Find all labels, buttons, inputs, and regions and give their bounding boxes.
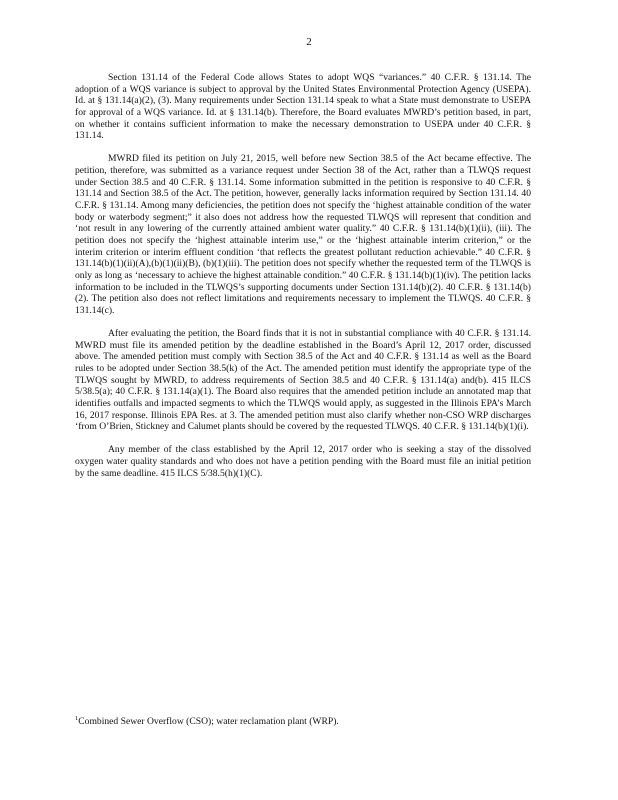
footnote-marker: 1 — [75, 715, 79, 722]
page-number: 2 — [306, 36, 312, 48]
document-body — [75, 72, 531, 491]
paragraph-board-findings: After evaluating the petition, the Board finds that it is not in substantial compliance with 40 C.F.R. § 131.14. MWRD must file its amended petition by the deadline established in the Board’s April 12, 2017 order, discussed above. The amended petition must comply with Section 38.5 of the Act and 40 C.F.R. § 131.14 as well as the Board rules to be adopted under Section 38.5(k) of the Act. The amended petition must identify the appropriate type of the TLWQS sought by MWRD, to address requirements of Section 38.5 and 40 C.F.R. § 131.14(a) and(b). 415 ILCS 5/38.5(a); 40 C.F.R. § 131.14(a)(1). The Board also requires that the amended petition include an annotated map that identifies outfalls and impacted segments to which the TLWQS would apply, as suggested in the Illinois EPA’s March 16, 2017 response. Illinois EPA Res. at 3. The amended petition must also clarify whether non-CSO WRP discharges ‘from O’Brien, Stickney and Calumet plants should be covered by the requested TLWQS. 40 C.F.R. § 131.14(b)(1)(i). — [75, 327, 531, 433]
paragraph-petition-filing: MWRD filed its petition on July 21, 2015, well before new Section 38.5 of the Act became effective. The petition, therefore, was submitted as a variance request under Section 38 of the Act, rather than a TLWQS request under Section 38.5 and 40 C.F.R. § 131.14. Some information submitted in the petition is responsive to 40 C.F.R. § 131.14 and Section 38.5 of the Act. The petition, however, generally lacks information required by Section 131.14. 40 C.F.R. § 131.14. Among many deficiencies, the petition does not specify the ‘highest attainable condition of the water body or waterbody segment;” it also does not address how the requested TLWQS will represent that condition and ‘not result in any lowering of the currently attained ambient water quality.” 40 C.F.R. § 131.14(b)(1)(ii), (iii). The petition does not specify the ‘highest attainable interim use,” or the ‘highest attainable interim criterion,” or the interim criterion or interim effluent condition ‘that reflects the greatest pollutant reduction achievable.” 40 C.F.R. § 131.14(b)(1)(ii)(A),(b)(1)(ii)(B), (b)(1)(iii). The petition does not specify whether the requested term of the TLWQS is only as long as ‘necessary to achieve the highest attainable condition.” 40 C.F.R. § 131.14(b)(1)(iv). The petition lacks information to be included in the TLWQS’s supporting documents under Section 131.14(b)(2). 40 C.F.R. § 131.14(b)(2). The petition also does not reflect limitations and requirements necessary to implement the TLWQS. 40 C.F.R. § 131.14(c). — [75, 153, 531, 316]
paragraph-class-members: Any member of the class established by the April 12, 2017 order who is seeking a stay of the dissolved oxygen water quality standards and who does not have a petition pending with the Board must file an initial petition by the same deadline. 415 ILCS 5/38.5(h)(1)(C). — [75, 444, 531, 479]
paragraph-variances: Section 131.14 of the Federal Code allows States to adopt WQS “variances.” 40 C.F.R. § 131.14. The adoption of a WQS variance is subject to approval by the United States Environmental Protection Agency (USEPA). Id. at § 131.14(a)(2), (3). Many requirements under Section 131.14 speak to what a State must demonstrate to USEPA for approval of a WQS variance. Id. at § 131.14(b). Therefore, the Board evaluates MWRD’s petition based, in part, on whether it contains sufficient information to make the necessary demonstration to USEPA under 40 C.F.R. § 131.14. — [75, 72, 531, 142]
footnote — [75, 713, 531, 728]
footnote-text: Combined Sewer Overflow (CSO); water reclamation plant (WRP). — [78, 716, 339, 728]
